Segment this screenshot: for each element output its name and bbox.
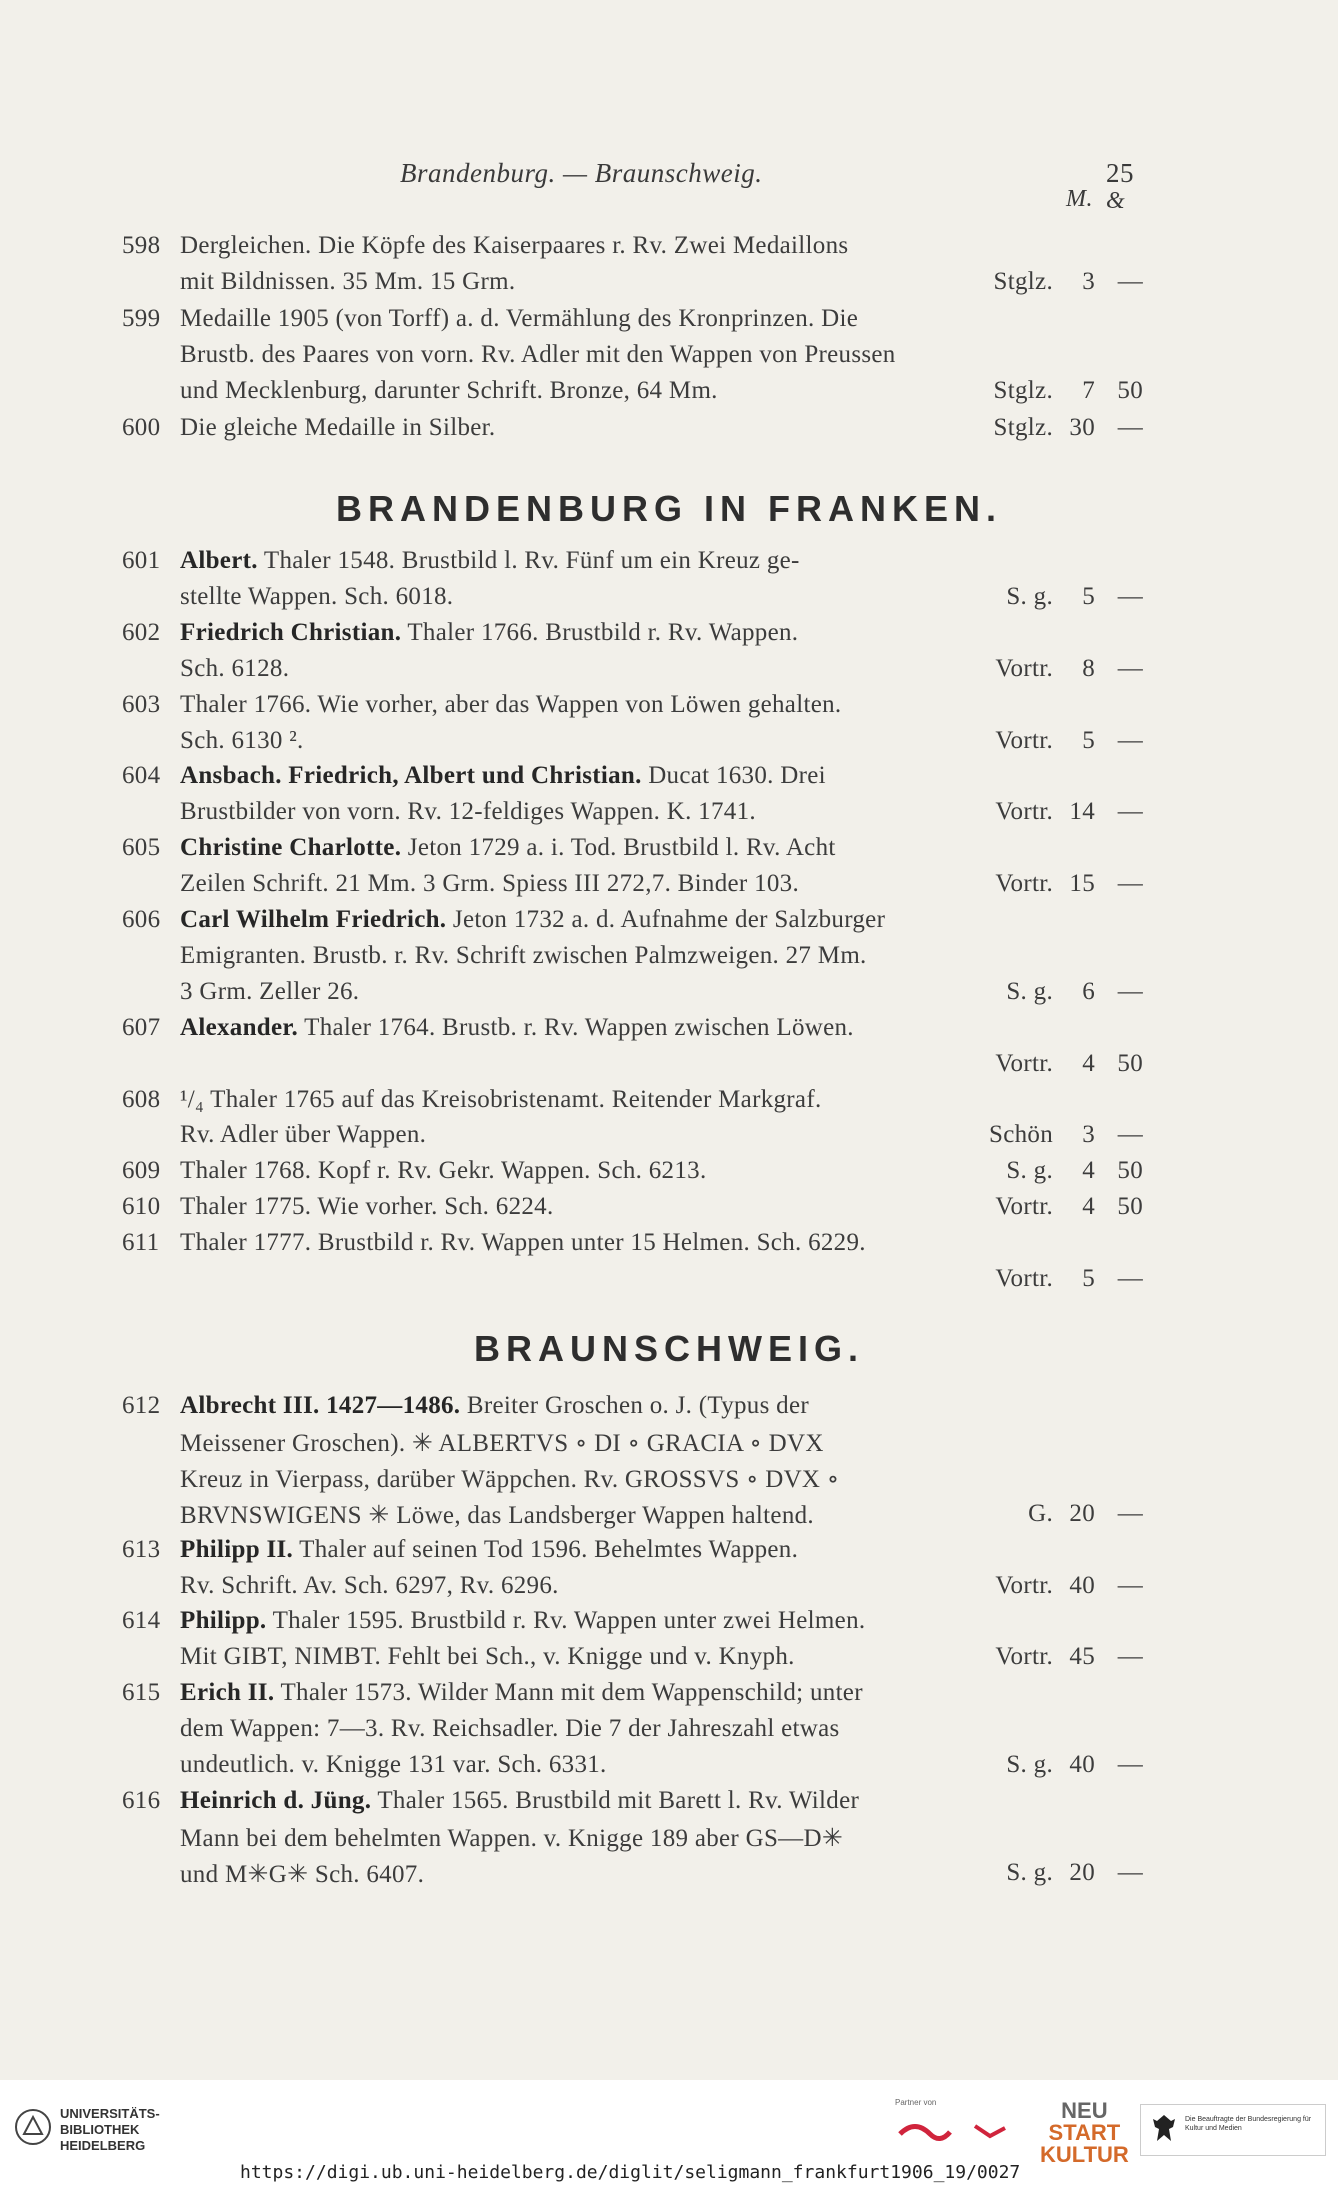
entry-text: Thaler 1768. Kopf r. Rv. Gekr. Wappen. Sch. 6213.: [180, 1157, 707, 1185]
entry-text: Friedrich Christian. Thaler 1766. Brustbild r. Rv. Wappen.: [180, 618, 799, 646]
entry-line: [0, 1536, 1338, 1566]
quality-grade: Vortr.: [995, 1049, 1053, 1077]
entry-name: Friedrich Christian.: [180, 618, 402, 646]
quality-grade: S. g.: [1006, 1751, 1053, 1778]
entry-line: [0, 1050, 1338, 1080]
price-marks: 5: [1082, 1265, 1095, 1292]
quality-grade: Stglz.: [993, 413, 1053, 441]
price-marks: 7: [1082, 377, 1095, 405]
entry-line: [0, 341, 1338, 371]
price-marks: 5: [1082, 582, 1095, 610]
entry-name: Erich II.: [180, 1679, 275, 1707]
price-pfennig: —: [1117, 1858, 1143, 1886]
entry-line: [0, 1859, 1338, 1889]
entry-line: [0, 1643, 1338, 1673]
entry-line: [0, 547, 1338, 577]
entry-line: [0, 414, 1338, 444]
lot-number: 600: [122, 413, 161, 441]
lot-number: 616: [122, 1786, 161, 1814]
price-marks: 30: [1069, 413, 1095, 441]
price-marks: 45: [1069, 1643, 1095, 1671]
price-marks: 15: [1069, 870, 1095, 898]
quality-grade: Vortr.: [995, 798, 1053, 826]
price-pfennig: —: [1117, 582, 1143, 610]
lot-number: 599: [122, 304, 161, 332]
page-url[interactable]: https://digi.ub.uni-heidelberg.de/diglit/seligmann_frankfurt1906_19/0027: [240, 2162, 1021, 2183]
price-pfennig: 50: [1117, 1157, 1143, 1185]
quality-grade: S. g.: [1006, 1157, 1053, 1185]
price-pfennig: —: [1117, 654, 1143, 682]
library-name: UNIVERSITÄTS- BIBLIOTHEK HEIDELBERG: [60, 2106, 160, 2153]
price-marks: 40: [1069, 1751, 1095, 1778]
lot-number: 606: [122, 906, 161, 933]
entry-text: Rv. Adler über Wappen.: [180, 1121, 427, 1149]
quality-grade: Stglz.: [993, 268, 1053, 296]
lot-number: 602: [122, 618, 161, 646]
lot-number: 601: [122, 547, 161, 574]
library-logo-icon: [14, 2108, 52, 2146]
price-marks: 20: [1069, 1499, 1095, 1527]
lot-number: 598: [122, 232, 161, 259]
entry-text: Philipp II. Thaler auf seinen Tod 1596. Behelmtes Wappen.: [180, 1535, 799, 1563]
currency-sub-mark: &: [1106, 188, 1126, 214]
entry-text: Meissener Groschen). ✳ ALBERTVS ∘ DI ∘ GRACIA ∘ DVX: [180, 1429, 824, 1457]
price-pfennig: —: [1117, 977, 1143, 1005]
entry-name: Alexander.: [180, 1013, 299, 1041]
lot-number: 605: [122, 834, 161, 862]
entry-text: 3 Grm. Zeller 26.: [180, 977, 360, 1005]
price-marks: 8: [1082, 654, 1095, 682]
entry-line: [0, 1121, 1338, 1151]
entry-line: [0, 1086, 1338, 1116]
entry-line: [0, 232, 1338, 262]
entry-line: [0, 377, 1338, 407]
entry-text: Mit GIBT, NIMBT. Fehlt bei Sch., v. Knigge und v. Knyph.: [180, 1643, 795, 1671]
partner-logo-icon: [895, 2114, 1015, 2154]
quality-grade: Schön: [989, 1121, 1053, 1149]
entry-line: [0, 727, 1338, 757]
entry-text: Brustbilder von vorn. Rv. 12-feldiges Wappen. K. 1741.: [180, 798, 756, 826]
price-pfennig: —: [1117, 1643, 1143, 1671]
price-pfennig: 50: [1117, 1049, 1143, 1077]
entry-text: Rv. Schrift. Av. Sch. 6297, Rv. 6296.: [180, 1571, 559, 1599]
entry-text: Thaler 1777. Brustbild r. Rv. Wappen unter 15 Helmen. Sch. 6229.: [180, 1229, 866, 1257]
entry-name: Carl Wilhelm Friedrich.: [180, 906, 447, 933]
entry-name: Christine Charlotte.: [180, 834, 402, 862]
entry-line: [0, 583, 1338, 613]
entry-line: [0, 1679, 1338, 1709]
entry-text: BRVNSWIGENS ✳ Löwe, das Landsberger Wappen haltend.: [180, 1501, 814, 1529]
entry-text: Die gleiche Medaille in Silber.: [180, 413, 496, 441]
entry-text: Brustb. des Paares von vorn. Rv. Adler mit den Wappen von Preussen: [180, 340, 896, 368]
entry-line: [0, 1823, 1338, 1853]
entry-name: Heinrich d. Jüng.: [180, 1786, 372, 1814]
entry-name: Ansbach. Friedrich, Albert und Christian.: [180, 762, 642, 790]
quality-grade: G.: [1028, 1499, 1053, 1527]
lot-number: 611: [122, 1229, 160, 1257]
lot-number: 604: [122, 762, 161, 790]
entry-text: Medaille 1905 (von Torff) a. d. Vermählung des Kronprinzen. Die: [180, 304, 859, 332]
quality-grade: Vortr.: [995, 654, 1053, 682]
entry-text: Albrecht III. 1427—1486. Breiter Groschen o. J. (Typus der: [180, 1392, 809, 1419]
entry-text: Erich II. Thaler 1573. Wilder Mann mit dem Wappenschild; unter: [180, 1679, 863, 1707]
lot-number: 608: [122, 1085, 161, 1113]
entry-line: [0, 978, 1338, 1008]
quality-grade: S. g.: [1006, 1858, 1053, 1886]
price-marks: 6: [1082, 977, 1095, 1005]
entry-name: Philipp II.: [180, 1535, 294, 1563]
price-pfennig: —: [1117, 1499, 1143, 1527]
entry-line: [0, 1500, 1338, 1530]
price-pfennig: —: [1117, 1265, 1143, 1292]
entry-text: Mann bei dem behelmten Wappen. v. Knigge 189 aber GS—D✳: [180, 1824, 844, 1852]
entry-line: [0, 691, 1338, 721]
entry-line: [0, 1265, 1338, 1295]
price-marks: 20: [1069, 1858, 1095, 1886]
price-pfennig: —: [1117, 870, 1143, 898]
entry-text: Thaler 1766. Wie vorher, aber das Wappen von Löwen gehalten.: [180, 690, 842, 718]
entry-line: [0, 1787, 1338, 1817]
entry-line: [0, 870, 1338, 900]
entry-line: [0, 1572, 1338, 1602]
quality-grade: S. g.: [1006, 977, 1053, 1005]
entry-text: ¹/₄ Thaler 1765 auf das Kreisobristenamt. Reitender Markgraf.: [180, 1085, 822, 1113]
entry-line: [0, 1229, 1338, 1259]
lot-number: 614: [122, 1607, 161, 1635]
entry-text: Albert. Thaler 1548. Brustbild l. Rv. Fünf um ein Kreuz ge-: [180, 547, 800, 574]
entry-text: und Mecklenburg, darunter Schrift. Bronze, 64 Mm.: [180, 377, 718, 405]
footer-bar: [0, 2080, 1338, 2193]
entry-text: Zeilen Schrift. 21 Mm. 3 Grm. Spiess III 272,7. Binder 103.: [180, 870, 800, 898]
entry-name: Albert.: [180, 547, 258, 574]
entry-line: [0, 619, 1338, 649]
lot-number: 607: [122, 1013, 161, 1041]
lot-number: 613: [122, 1535, 161, 1563]
entry-text: Ansbach. Friedrich, Albert und Christian. Ducat 1630. Drei: [180, 762, 826, 790]
lot-number: 615: [122, 1679, 161, 1707]
price-marks: 40: [1069, 1571, 1095, 1599]
entry-text: Heinrich d. Jüng. Thaler 1565. Brustbild mit Barett l. Rv. Wilder: [180, 1786, 860, 1814]
entry-line: [0, 1751, 1338, 1781]
entry-text: Sch. 6130 ².: [180, 726, 304, 754]
entry-line: [0, 1014, 1338, 1044]
entry-text: Philipp. Thaler 1595. Brustbild r. Rv. Wappen unter zwei Helmen.: [180, 1607, 866, 1635]
entry-line: [0, 906, 1338, 936]
entry-line: [0, 1157, 1338, 1187]
lot-number: 612: [122, 1392, 161, 1419]
entry-line: [0, 1715, 1338, 1745]
entry-line: [0, 798, 1338, 828]
entry-text: stellte Wappen. Sch. 6018.: [180, 582, 454, 610]
running-header: Brandenburg. — Braunschweig.: [400, 158, 763, 188]
price-marks: 4: [1082, 1193, 1095, 1221]
section-heading-braunschweig: BRAUNSCHWEIG.: [474, 1328, 864, 1369]
entry-line: [0, 942, 1338, 972]
entry-text: Carl Wilhelm Friedrich. Jeton 1732 a. d. Aufnahme der Salzburger: [180, 906, 886, 933]
price-marks: 3: [1082, 268, 1095, 296]
entry-text: Dergleichen. Die Köpfe des Kaiserpaares r. Rv. Zwei Medaillons: [180, 232, 849, 259]
entry-text: Alexander. Thaler 1764. Brustb. r. Rv. Wappen zwischen Löwen.: [180, 1013, 854, 1041]
lot-number: 610: [122, 1193, 161, 1221]
price-pfennig: —: [1117, 268, 1143, 296]
entry-line: [0, 1193, 1338, 1223]
quality-grade: Vortr.: [995, 1643, 1053, 1671]
entry-name: Albrecht III. 1427—1486.: [180, 1392, 461, 1419]
entry-text: Kreuz in Vierpass, darüber Wäppchen. Rv. GROSSVS ∘ DVX ∘: [180, 1465, 840, 1493]
quality-grade: Vortr.: [995, 1265, 1053, 1292]
entry-text: dem Wappen: 7—3. Rv. Reichsadler. Die 7 der Jahreszahl etwas: [180, 1715, 840, 1743]
entry-line: [0, 268, 1338, 298]
lot-number: 609: [122, 1157, 161, 1185]
partner-label: Partner von: [895, 2098, 937, 2107]
entry-line: [0, 762, 1338, 792]
price-marks: 5: [1082, 726, 1095, 754]
price-marks: 3: [1082, 1121, 1095, 1149]
price-pfennig: —: [1117, 1571, 1143, 1599]
page-number: 25: [1106, 158, 1134, 188]
entry-line: [0, 1428, 1338, 1458]
entry-text: mit Bildnissen. 35 Mm. 15 Grm.: [180, 268, 516, 296]
entry-line: [0, 305, 1338, 335]
quality-grade: Vortr.: [995, 726, 1053, 754]
price-pfennig: —: [1117, 798, 1143, 826]
entry-name: Philipp.: [180, 1607, 267, 1635]
entry-text: und M✳G✳ Sch. 6407.: [180, 1860, 425, 1888]
quality-grade: S. g.: [1006, 582, 1053, 610]
quality-grade: Vortr.: [995, 870, 1053, 898]
federal-commissioner-logo: [1140, 2104, 1326, 2156]
price-pfennig: —: [1117, 413, 1143, 441]
price-pfennig: 50: [1117, 1193, 1143, 1221]
entry-line: [0, 834, 1338, 864]
price-pfennig: —: [1117, 1751, 1143, 1778]
entry-text: undeutlich. v. Knigge 131 var. Sch. 6331.: [180, 1751, 607, 1778]
price-pfennig: —: [1117, 1121, 1143, 1149]
entry-text: Thaler 1775. Wie vorher. Sch. 6224.: [180, 1193, 554, 1221]
entry-line: [0, 1464, 1338, 1494]
price-pfennig: 50: [1117, 377, 1143, 405]
lot-number: 603: [122, 690, 161, 718]
neustart-kultur-logo: NEU START KULTUR: [1040, 2098, 1129, 2167]
eagle-icon: [1151, 2113, 1177, 2145]
price-marks: 4: [1082, 1049, 1095, 1077]
entry-text: Emigranten. Brustb. r. Rv. Schrift zwischen Palmzweigen. 27 Mm.: [180, 941, 867, 969]
price-marks: 14: [1069, 798, 1095, 826]
price-marks: 4: [1082, 1157, 1095, 1185]
quality-grade: Stglz.: [993, 377, 1053, 405]
entry-line: [0, 655, 1338, 685]
entry-line: [0, 1607, 1338, 1637]
currency-mark: M.: [1066, 186, 1093, 212]
entry-line: [0, 1392, 1338, 1422]
price-pfennig: —: [1117, 726, 1143, 754]
section-heading-brandenburg-in-franken: BRANDENBURG IN FRANKEN.: [336, 488, 1002, 529]
quality-grade: Vortr.: [995, 1571, 1053, 1599]
entry-text: Christine Charlotte. Jeton 1729 a. i. Tod. Brustbild l. Rv. Acht: [180, 834, 836, 862]
entry-text: Sch. 6128.: [180, 654, 290, 682]
quality-grade: Vortr.: [995, 1193, 1053, 1221]
federal-commissioner-text: Die Beauftragte der Bundesregierung für Kultur und Medien: [1185, 2116, 1312, 2132]
